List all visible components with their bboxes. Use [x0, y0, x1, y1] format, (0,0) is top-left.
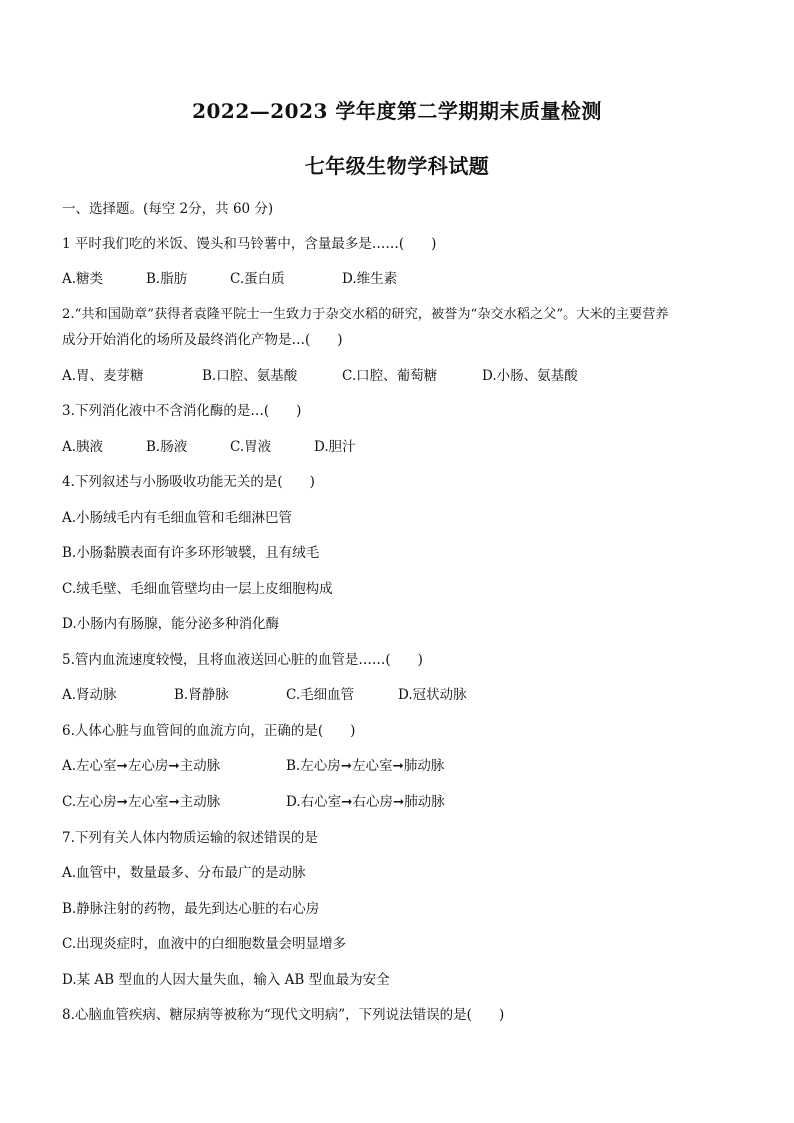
option: D.胆汁 — [314, 439, 356, 455]
option: B.口腔、氨基酸 — [202, 368, 298, 384]
option: B.脂肪 — [146, 271, 188, 287]
question-4-option-a: A.小肠绒毛内有毛细血管和毛细淋巴管 — [62, 510, 293, 526]
question-4-option-d: D.小肠内有肠腺，能分泌多种消化酶 — [62, 616, 280, 632]
option: D.右心室➞右心房➞肺动脉 — [286, 794, 445, 810]
question-8-stem: 8.心脑血管疾病、糖尿病等被称为“现代文明病”，下列说法错误的是( ) — [62, 1007, 505, 1023]
question-7-option-a: A.血管中，数量最多、分布最广的是动脉 — [62, 865, 306, 881]
option: C.蛋白质 — [230, 271, 285, 287]
option: A.胃、麦芽糖 — [62, 368, 144, 384]
option: C.左心房➞左心室➞主动脉 — [62, 794, 221, 810]
option: D.小肠、氨基酸 — [482, 368, 578, 384]
question-4-option-b: B.小肠黏膜表面有许多环形皱襞，且有绒毛 — [62, 545, 320, 561]
section-heading: 一、选择题。(每空 2分，共 60 分) — [62, 201, 274, 217]
option: A.胰液 — [62, 439, 104, 455]
question-2-stem: 2.“共和国勋章”获得者袁隆平院士一生致力于杂交水稻的研究，被誉为“杂交水稻之父”。大米的主要营养 — [62, 307, 669, 322]
option: D.冠状动脉 — [398, 687, 467, 703]
question-4-stem: 4.下列叙述与小肠吸收功能无关的是( ) — [62, 474, 315, 490]
exam-title: 2022—2023 学年度第二学期期末质量检测 — [192, 99, 602, 123]
option: C.口腔、葡萄糖 — [342, 368, 438, 384]
option: D.维生素 — [342, 271, 398, 287]
question-2-stem-cont: 成分开始消化的场所及最终消化产物是…( ) — [62, 332, 343, 348]
option: C.毛细血管 — [286, 687, 355, 703]
option: B.左心房➞左心室➞肺动脉 — [286, 758, 445, 774]
question-7-stem: 7.下列有关人体内物质运输的叙述错误的是 — [62, 830, 318, 846]
question-6-options-row1 — [62, 754, 444, 774]
question-5-options — [62, 683, 467, 703]
question-6-options-row2 — [62, 790, 445, 810]
question-6-stem: 6.人体心脏与血管间的血流方向，正确的是( ) — [62, 723, 356, 739]
question-5-stem: 5.管内血流速度较慢，且将血液送回心脏的血管是……( ) — [62, 652, 423, 668]
question-7-option-b: B.静脉注射的药物，最先到达心脏的右心房 — [62, 901, 320, 917]
question-1-stem: 1 平时我们吃的米饭、馒头和马铃薯中，含量最多是……( ) — [62, 236, 437, 252]
option: B.肠液 — [146, 439, 188, 455]
question-2-options — [62, 364, 578, 384]
exam-subtitle: 七年级生物学科试题 — [304, 154, 490, 178]
question-3-stem: 3.下列消化液中不含消化酶的是…( ) — [62, 403, 302, 419]
question-1-options — [62, 267, 397, 287]
question-7-option-c: C.出现炎症时，血液中的白细胞数量会明显增多 — [62, 936, 347, 952]
option: A.左心室➞左心房➞主动脉 — [62, 758, 221, 774]
question-4-option-c: C.绒毛壁、毛细血管壁均由一层上皮细胞构成 — [62, 581, 333, 597]
option: A.肾动脉 — [62, 687, 117, 703]
question-7-option-d: D.某 AB 型血的人因大量失血，输入 AB 型血最为安全 — [62, 972, 390, 988]
question-3-options — [62, 435, 356, 455]
option: A.糖类 — [62, 271, 104, 287]
option: B.肾静脉 — [174, 687, 229, 703]
option: C.胃液 — [230, 439, 272, 455]
